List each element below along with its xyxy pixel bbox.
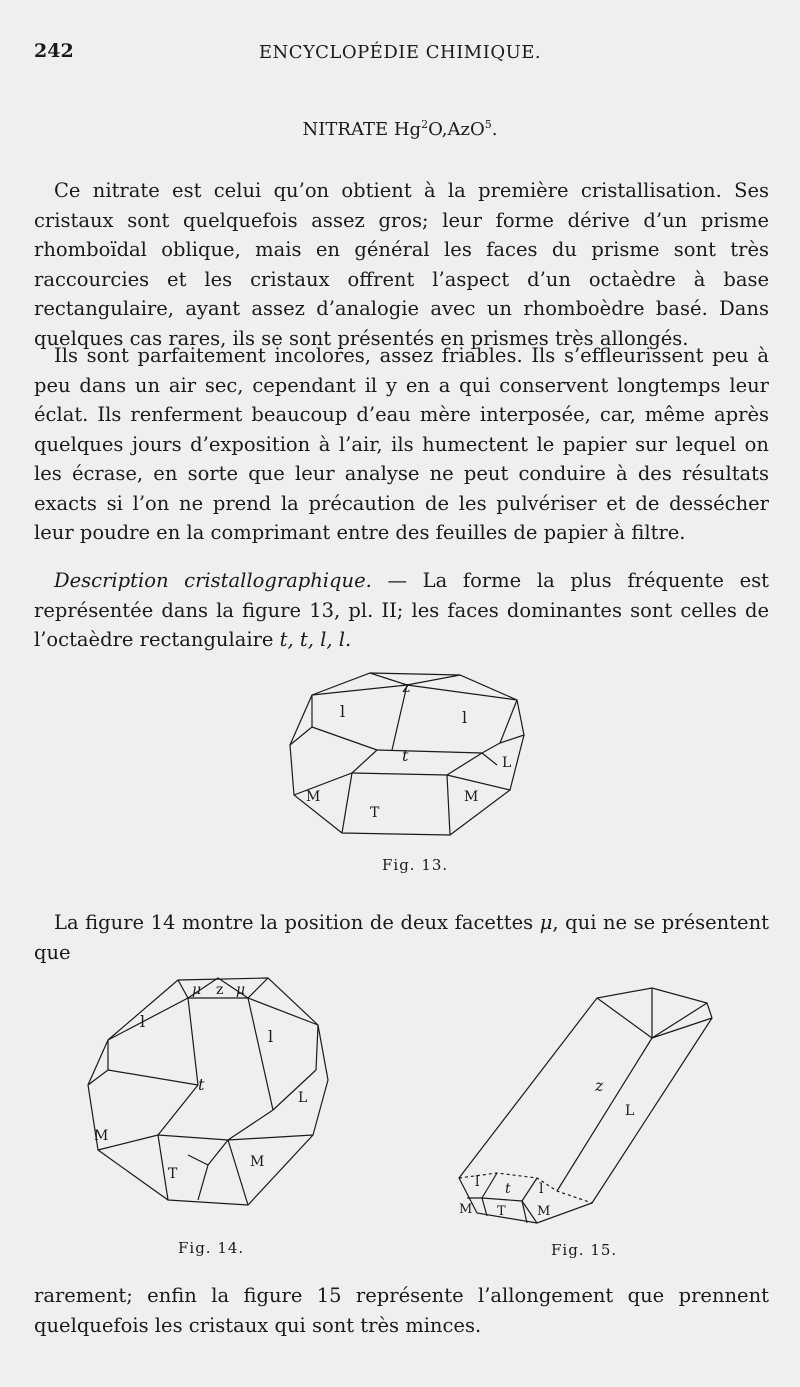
fig15-label-t: t [505,1181,511,1197]
figure-15-drawing [447,983,717,1228]
section-title-sup1: 2 [421,118,429,131]
fig14-label-l-right: l [268,1027,274,1046]
fig14-text-mu: μ [539,911,553,934]
description-faces: t, t, l, l. [279,628,352,651]
fig13-label-L: L [502,755,512,771]
description-text: — La forme la plus fréquente est représentée dans la figure 13, pl. II; les faces dominantes sont celles de l’octaèdre rectangulaire [34,569,769,651]
section-title-prefix: NITRATE Hg [302,119,422,140]
figure-14 [78,970,343,1215]
fig15-label-T: T [497,1204,506,1219]
figure-14-drawing [78,970,343,1215]
fig15-label-M-right: M [537,1204,551,1219]
page-header [34,40,766,66]
paragraph-crystal-form: Ce nitrate est celui qu’on obtient à la première cristallisation. Ses cristaux sont quelquefois assez gros; leur forme dérive d’un prisme rhomboïdal oblique, mais en général les faces du prisme sont très raccourcies et les cristaux offrent l’aspect d’un octaèdre à base rectangulaire, ayant assez d’analogie avec un rhomboèdre basé. Dans quelques cas rares, ils se sont présentés en prismes très allongés. [34,179,769,350]
fig13-label-T: T [370,805,380,821]
paragraph-figure-14 [34,908,769,967]
fig13-label-M-left: M [306,789,321,805]
paragraph-properties: Ils sont parfaitement incolores, assez friables. Ils s’effleurissent peu à peu dans un air sec, cependant il y en a qui conservent longtemps leur éclat. Ils renferment beaucoup d’eau mère interposée, car, même après quelques jours d’exposition à l’air, ils humectent le papier sur lequel on les écrase, en sorte que leur analyse ne peut conduire à des résultats exacts si l’on ne prend la précaution de les pulvériser et de dessécher leur poudre en la comprimant entre des feuilles de papier à filtre. [34,344,769,544]
section-title-suffix: . [491,119,498,140]
paragraph-figure-15: rarement; enfin la figure 15 représente l’allongement que prennent quelquefois les cristaux qui sont très minces. [34,1284,769,1337]
page-number: 242 [34,40,74,62]
fig13-label-M-right: M [464,789,479,805]
figure-14-caption: Fig. 14. [178,1239,245,1257]
fig14-label-M-left: M [94,1128,109,1144]
fig14-label-mu2: μ [236,982,246,998]
fig14-label-L: L [298,1090,308,1106]
figure-15-caption: Fig. 15. [551,1241,618,1259]
fig14-label-z: z [216,982,224,998]
section-title [0,118,800,140]
fig13-label-l-right: l [462,708,468,727]
figure-13 [282,665,532,850]
fig15-label-z: z [595,1076,604,1095]
figure-13-drawing [282,665,532,850]
description-heading: Description cristallographique. [54,569,372,592]
running-title: ENCYCLOPÉDIE CHIMIQUE. [258,42,542,63]
paragraph-crystallographic-description [34,566,769,655]
figure-15 [447,983,717,1228]
fig13-label-l-left: l [340,702,346,721]
fig14-label-mu1: μ [192,982,202,998]
fig13-label-t: t [402,746,409,765]
fig14-label-T: T [168,1166,178,1182]
section-title-mid: O,AzO [428,119,485,140]
fig15-label-L: L [625,1103,635,1119]
section-title-sup2: 5 [484,118,492,131]
fig14-text-b: , qui ne se présentent que [34,911,769,964]
fig15-label-l-right: l [539,1181,544,1197]
fig15-label-M-left: M [459,1202,473,1217]
fig14-label-M-right: M [250,1154,265,1170]
fig15-label-l-left: l [475,1174,480,1190]
fig14-text-a: La figure 14 montre la position de deux facettes [54,911,540,934]
fig13-label-z: z [402,678,410,696]
fig14-label-l-left: l [140,1012,146,1031]
fig14-label-t: t [198,1075,205,1094]
figure-13-caption: Fig. 13. [382,856,449,874]
